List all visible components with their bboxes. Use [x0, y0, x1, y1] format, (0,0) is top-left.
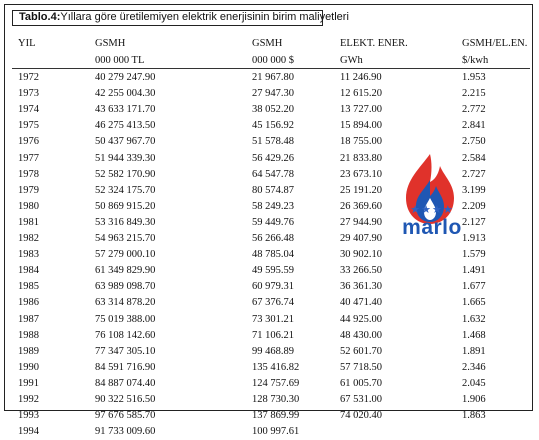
cell-gsmh-usd: 56 429.26 — [252, 152, 294, 164]
cell-gsmh-usd: 135 416.82 — [252, 361, 300, 373]
cell-gsmh-tl: 43 633 171.70 — [95, 104, 156, 116]
cell-year: 1973 — [18, 88, 39, 100]
cell-year: 1976 — [18, 136, 39, 148]
cell-gsmh-tl: 84 887 074.40 — [95, 377, 156, 389]
cell-year: 1991 — [18, 377, 39, 389]
cell-gsmh-usd: 38 052.20 — [252, 104, 294, 116]
table-number: Tablo.4: — [19, 11, 61, 23]
cell-cost: 2.209 — [462, 200, 486, 212]
cell-energy: 61 005.70 — [340, 377, 382, 389]
cell-gsmh-tl: 54 963 215.70 — [95, 233, 156, 244]
cell-gsmh-usd: 71 106.21 — [252, 329, 294, 341]
cell-energy: 67 531.00 — [340, 394, 382, 405]
cell-year: 1972 — [18, 72, 39, 83]
cell-gsmh-tl: 91 733 009.60 — [95, 426, 156, 438]
cell-gsmh-tl: 90 322 516.50 — [95, 394, 156, 405]
header-gsmh-tl: GSMH — [95, 38, 126, 49]
cell-gsmh-usd: 59 449.76 — [252, 216, 294, 228]
cell-energy: 18 755.00 — [340, 136, 382, 148]
cell-energy: 44 925.00 — [340, 313, 382, 325]
cell-gsmh-usd: 56 266.48 — [252, 233, 294, 244]
cell-gsmh-usd: 100 997.61 — [252, 426, 300, 438]
cell-cost: 2.750 — [462, 136, 486, 148]
cell-gsmh-tl: 53 316 849.30 — [95, 216, 156, 228]
cell-gsmh-tl: 46 275 413.50 — [95, 120, 156, 132]
cell-gsmh-usd: 73 301.21 — [252, 313, 294, 325]
cell-year: 1985 — [18, 281, 39, 293]
cell-energy: 40 471.40 — [340, 297, 382, 309]
table-row — [0, 70, 539, 86]
table-row — [0, 295, 539, 311]
table-row — [0, 86, 539, 102]
cell-cost: 1.665 — [462, 297, 486, 309]
cell-year: 1979 — [18, 184, 39, 196]
cell-year: 1989 — [18, 345, 39, 357]
cell-gsmh-usd: 51 578.48 — [252, 136, 294, 148]
table-row — [0, 279, 539, 295]
table-row — [0, 344, 539, 360]
table-row — [0, 360, 539, 376]
cell-gsmh-tl: 61 349 829.90 — [95, 265, 156, 277]
cell-energy: 26 369.60 — [340, 200, 382, 212]
cell-cost: 3.199 — [462, 184, 486, 196]
header-year: YIL — [18, 38, 36, 49]
cell-gsmh-usd: 128 730.30 — [252, 394, 300, 405]
cell-gsmh-usd: 27 947.30 — [252, 88, 294, 100]
cell-gsmh-tl: 52 582 170.90 — [95, 168, 156, 180]
cell-energy: 12 615.20 — [340, 88, 382, 100]
cell-energy: 11 246.90 — [340, 72, 382, 83]
table-title — [12, 10, 349, 26]
unit-cost: $/kwh — [462, 55, 489, 66]
cell-energy: 52 601.70 — [340, 345, 382, 357]
unit-energy: GWh — [340, 55, 363, 66]
cell-gsmh-usd: 45 156.92 — [252, 120, 294, 132]
cell-gsmh-usd: 48 785.04 — [252, 249, 294, 261]
cell-energy: 33 266.50 — [340, 265, 382, 277]
cell-gsmh-tl: 51 944 339.30 — [95, 152, 156, 164]
cell-gsmh-usd: 21 967.80 — [252, 72, 294, 83]
table-row — [0, 424, 539, 440]
unit-gsmh-usd: 000 000 $ — [252, 55, 294, 66]
table-row — [0, 392, 539, 408]
cell-cost: 2.584 — [462, 152, 486, 164]
cell-gsmh-usd: 137 869.99 — [252, 410, 300, 422]
cell-year: 1987 — [18, 313, 39, 325]
cell-energy: 48 430.00 — [340, 329, 382, 341]
cell-energy: 57 718.50 — [340, 361, 382, 373]
cell-cost: 1.677 — [462, 281, 486, 293]
header-gsmh-usd: GSMH — [252, 38, 283, 49]
cell-energy: 36 361.30 — [340, 281, 382, 293]
cell-energy: 27 944.90 — [340, 216, 382, 228]
cell-cost: 2.215 — [462, 88, 486, 100]
cell-cost: 1.906 — [462, 394, 486, 405]
cell-gsmh-tl: 40 279 247.90 — [95, 72, 156, 83]
cell-gsmh-usd: 80 574.87 — [252, 184, 294, 196]
cell-year: 1982 — [18, 233, 39, 244]
cell-gsmh-tl: 57 279 000.10 — [95, 249, 156, 261]
cell-energy: 74 020.40 — [340, 410, 382, 422]
cell-gsmh-tl: 77 347 305.10 — [95, 345, 156, 357]
cell-year: 1981 — [18, 216, 39, 228]
cell-gsmh-tl: 63 314 878.20 — [95, 297, 156, 309]
cell-energy: 23 673.10 — [340, 168, 382, 180]
cell-gsmh-usd: 49 595.59 — [252, 265, 294, 277]
cell-year: 1974 — [18, 104, 39, 116]
marlo-brand-text: marlo — [402, 216, 462, 239]
cell-energy: 25 191.20 — [340, 184, 382, 196]
cell-cost: 1.913 — [462, 233, 486, 244]
table-row — [0, 102, 539, 118]
cell-gsmh-usd: 124 757.69 — [252, 377, 300, 389]
cell-cost: 2.127 — [462, 216, 486, 228]
cell-cost: 1.491 — [462, 265, 486, 277]
marlo-stars: ★★★★ — [410, 204, 454, 216]
cell-gsmh-tl: 97 676 585.70 — [95, 410, 156, 422]
cell-year: 1984 — [18, 265, 39, 277]
cell-year: 1980 — [18, 200, 39, 212]
table-row — [0, 376, 539, 392]
cell-energy: 30 902.10 — [340, 249, 382, 261]
cell-year: 1988 — [18, 329, 39, 341]
cell-year: 1975 — [18, 120, 39, 132]
header-energy: ELEKT. ENER. — [340, 38, 408, 49]
table-row — [0, 328, 539, 344]
header-cost: GSMH/EL.EN. — [462, 38, 528, 49]
cell-year: 1993 — [18, 410, 39, 422]
cell-cost: 2.841 — [462, 120, 486, 132]
cell-energy: 15 894.00 — [340, 120, 382, 132]
table-row — [0, 247, 539, 263]
table-row — [0, 408, 539, 424]
header-divider — [12, 68, 530, 69]
table-row — [0, 118, 539, 134]
table-row — [0, 263, 539, 279]
cell-cost: 2.346 — [462, 361, 486, 373]
cell-gsmh-tl: 50 869 915.20 — [95, 200, 156, 212]
cell-cost: 2.772 — [462, 104, 486, 116]
cell-cost: 2.727 — [462, 168, 486, 180]
cell-year: 1994 — [18, 426, 39, 438]
cell-gsmh-tl: 84 591 716.90 — [95, 361, 156, 373]
cell-gsmh-usd: 67 376.74 — [252, 297, 294, 309]
cell-gsmh-tl: 50 437 967.70 — [95, 136, 156, 148]
cell-energy: 21 833.80 — [340, 152, 382, 164]
cell-gsmh-tl: 63 989 098.70 — [95, 281, 156, 293]
cell-cost: 2.045 — [462, 377, 486, 389]
cell-energy: 29 407.90 — [340, 233, 382, 244]
cell-year: 1986 — [18, 297, 39, 309]
table-caption: Yıllara göre üretilemiyen elektrik enerjisinin birim maliyetleri — [60, 11, 349, 23]
cell-year: 1978 — [18, 168, 39, 180]
cell-cost: 1.863 — [462, 410, 486, 422]
cell-gsmh-usd: 99 468.89 — [252, 345, 294, 357]
cell-cost: 1.891 — [462, 345, 486, 357]
unit-gsmh-tl: 000 000 TL — [95, 55, 145, 66]
cell-cost: 1.632 — [462, 313, 486, 325]
cell-gsmh-tl: 42 255 004.30 — [95, 88, 156, 100]
cell-gsmh-tl: 52 324 175.70 — [95, 184, 156, 196]
cell-year: 1977 — [18, 152, 39, 164]
cell-cost: 1.953 — [462, 72, 486, 83]
cell-gsmh-usd: 58 249.23 — [252, 200, 294, 212]
cell-gsmh-tl: 76 108 142.60 — [95, 329, 156, 341]
cell-cost: 1.468 — [462, 329, 486, 341]
cell-gsmh-usd: 60 979.31 — [252, 281, 294, 293]
cell-cost: 1.579 — [462, 249, 486, 261]
table-row — [0, 312, 539, 328]
cell-energy: 13 727.00 — [340, 104, 382, 116]
cell-year: 1983 — [18, 249, 39, 261]
cell-year: 1990 — [18, 361, 39, 373]
cell-year: 1992 — [18, 394, 39, 405]
cell-gsmh-tl: 75 019 388.00 — [95, 313, 156, 325]
table-row — [0, 134, 539, 150]
cell-gsmh-usd: 64 547.78 — [252, 168, 294, 180]
